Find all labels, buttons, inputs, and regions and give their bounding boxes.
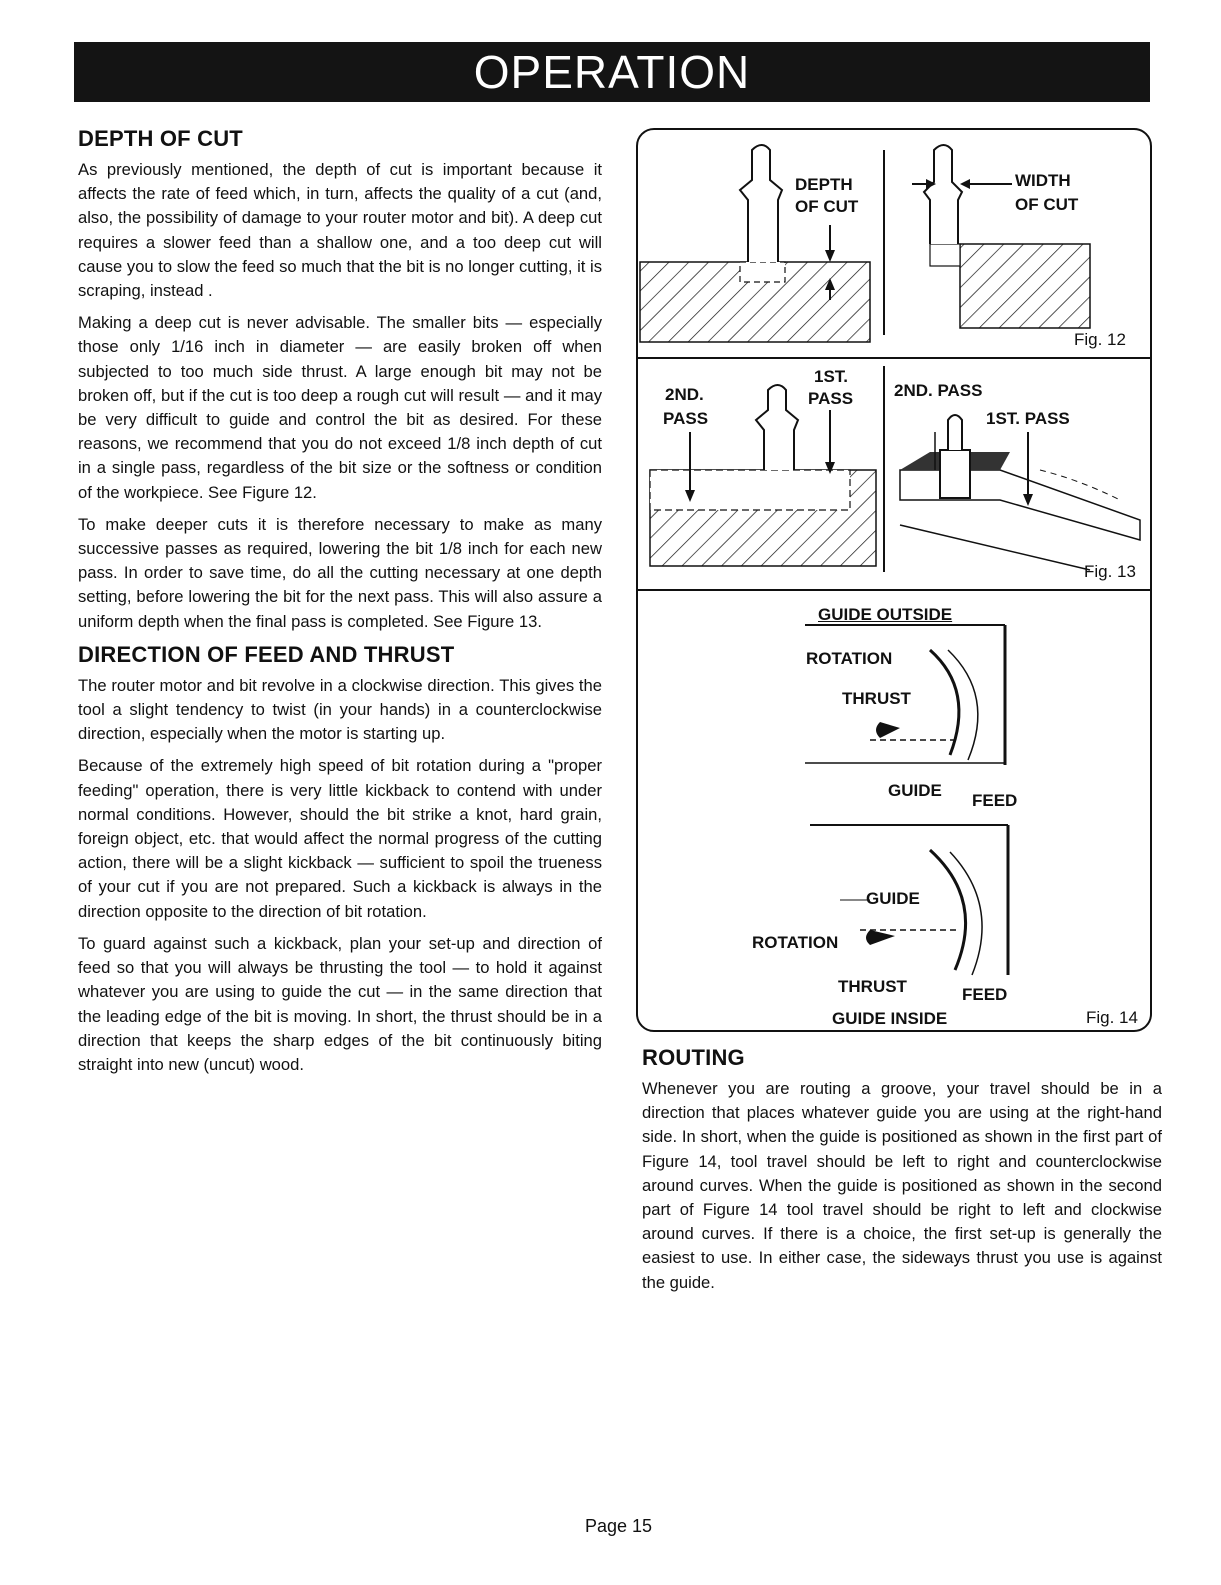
direction-heading: DIRECTION OF FEED AND THRUST [78, 641, 455, 667]
fig13-first-pass-1: 1ST. [814, 367, 849, 386]
direction-paragraph-3: To guard against such a kickback, plan your set-up and direction of feed so that you will always be thrusting the tool — to hold it against whatever you are using to guide the cut — in the same direction that the leading edge of the bit is moving. In short, the thrust should be in a direction that keeps the sharp edges of the bit continuously biting straight into new (uncut) wood. [78, 933, 602, 1074]
fig14-feed-bottom: FEED [962, 985, 1008, 1004]
depth-paragraph-2: Making a deep cut is never advisable. The smaller bits — especially those only 1/16 inch in diameter — are easily broken off when subjected to too much side thrust. A large enough bit may not be broken off, but if the cut is too deep a rough cut will result — and it may be very difficult to guide and control the bit as desired. For these reasons, we recommend that you do not exceed 1/8 inch depth of cut in a single pass, regardless of the bit size or the softness or condition of the workpiece. See Figure 12. [78, 313, 602, 502]
fig12-depth-label-1: DEPTH [795, 175, 853, 194]
fig13-right-first-pass: 1ST. PASS [986, 409, 1070, 428]
section-banner: OPERATION [74, 42, 1150, 102]
routing-paragraph-1: Whenever you are routing a groove, your travel should be in a direction that places whatever guide you are using at the right-hand side. In short, when the guide is positioned as shown in the first part of Figure 14, tool travel should be left to right and counterclockwise around curves. When the guide is positioned as shown in the second part of Figure 14 tool travel should be right to left and clockwise around curves. If there is a choice, the first set-up is generally the easiest to use. In either case, the sideways thrust you use is against the guide. [642, 1079, 1162, 1292]
fig12-number: Fig. 12 [1074, 330, 1126, 349]
fig14-number: Fig. 14 [1086, 1008, 1138, 1027]
depth-of-cut-heading: DEPTH OF CUT [78, 126, 243, 151]
fig14-guide-top: GUIDE [888, 781, 942, 800]
depth-paragraph-3: To make deeper cuts it is therefore necessary to make as many successive passes as required, lowering the bit 1/8 inch for each new pass. In order to save time, do all the cutting necessary at one depth setting, before lowering the bit for the next pass. This will also assure a uniform depth when the final pass is completed. See Figure 13. [78, 514, 602, 631]
fig13-right-second-pass: 2ND. PASS [894, 381, 983, 400]
fig12-width-label-1: WIDTH [1015, 171, 1071, 190]
fig13-perspective-drawing [900, 415, 1140, 570]
depth-paragraph-1: As previously mentioned, the depth of cut is important because it affects the rate of feed which, in turn, affects the quality of a cut (and, also, the possibility of damage to your router motor and bit). A deep cut requires a slower feed than a shallow one, and a too deep cut will cause you to slow the feed so much that the bit is no longer cutting, it is scraping, instead . [78, 160, 602, 301]
fig12-width-label-2: OF CUT [1015, 195, 1079, 214]
fig14-thrust-top: THRUST [842, 689, 911, 708]
fig14-guide-inside-label: GUIDE INSIDE [832, 1009, 948, 1028]
fig14-guide-outside-label: GUIDE OUTSIDE [818, 605, 953, 624]
direction-paragraph-2: Because of the extremely high speed of bit rotation during a "proper feeding" operation, there is very little kickback to contend with under normal conditions. However, should the bit strike a knot, hard grain, foreign object, etc. that would affect the normal progress of the cutting action, there will be a slight kickback — sufficient to spoil the trueness of your cut if you are not prepared. Such a kickback is always in the direction opposite to the direction of bit rotation. [78, 756, 602, 921]
fig12-depth-label-2: OF CUT [795, 197, 859, 216]
fig14-rotation-top: ROTATION [806, 649, 893, 668]
routing-heading: ROUTING [642, 1045, 745, 1070]
fig13-second-pass-2: PASS [663, 409, 709, 428]
page-number: Page 15 [585, 1516, 653, 1536]
fig14-feed-top: FEED [972, 791, 1018, 810]
routing-section [642, 1045, 1162, 1303]
fig13-first-pass-2: PASS [808, 389, 854, 408]
fig13-number: Fig. 13 [1084, 562, 1136, 581]
fig13-second-pass-1: 2ND. [665, 385, 704, 404]
fig14-rotation-bottom: ROTATION [752, 933, 839, 952]
direction-paragraph-1: The router motor and bit revolve in a clockwise direction. This gives the tool a slight tendency to twist (in your hands) in a counterclockwise direction, especially when the motor is starting up. [78, 675, 602, 744]
fig14-thrust-bottom: THRUST [838, 977, 907, 996]
fig14-guide-bottom: GUIDE [866, 889, 920, 908]
